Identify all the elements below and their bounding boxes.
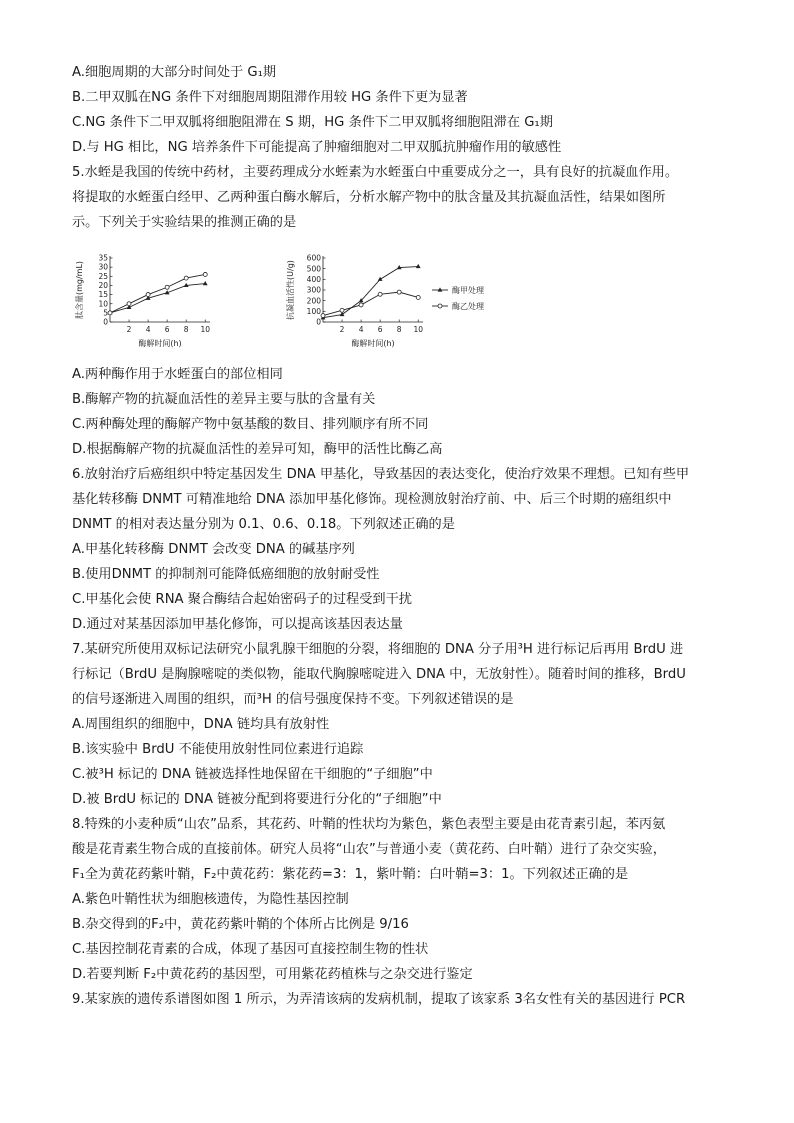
- data-point-circle: [416, 295, 420, 299]
- x-tick-label: 10: [413, 325, 424, 334]
- data-point-circle: [359, 303, 363, 307]
- x-tick-label: 2: [126, 325, 132, 334]
- q8-option-b: B.杂交得到的F₂中，黄花药紫叶鞘的个体所占比例是 9/16: [72, 917, 409, 932]
- q5-option-d: D.根据酶解产物的抗凝血活性的差异可知，酶甲的活性比酶乙高: [72, 442, 443, 457]
- y-tick-label: 300: [306, 285, 321, 295]
- y-tick-label: 5: [103, 308, 108, 318]
- series-line-1: [323, 267, 418, 318]
- data-point-circle: [108, 311, 112, 315]
- data-point-circle: [146, 293, 150, 297]
- data-point-circle: [321, 314, 325, 318]
- y-tick-label: 0: [103, 317, 108, 327]
- data-point-circle: [127, 302, 131, 306]
- q7-option-d: D.被 BrdU 标记的 DNA 链被分配到将要进行分化的“子细胞”中: [72, 792, 442, 807]
- q7-stem-line: 7.某研究所使用双标记法研究小鼠乳腺干细胞的分裂，将细胞的 DNA 分子用³H 进行标记后再用 BrdU 进: [72, 642, 684, 657]
- x-tick-label: 2: [339, 325, 345, 334]
- peptide-content-chart: [72, 242, 222, 352]
- anticoagulant-activity-chart: [284, 242, 514, 352]
- q8-stem-line: 8.特殊的小麦种质“山农”品系，其花药、叶鞘的性状均为紫色，紫色表型主要是由花青素引起，苯丙氨: [72, 817, 666, 832]
- legend-label: 酶乙处理: [452, 302, 484, 311]
- data-point-circle: [203, 272, 207, 276]
- q6-option-b: B.使用DNMT 的抑制剂可能降低癌细胞的放射耐受性: [72, 567, 380, 582]
- y-tick-label: 10: [98, 299, 108, 309]
- x-axis-label: 酶解时间(h): [351, 339, 395, 348]
- x-tick-label: 8: [396, 325, 402, 334]
- q6-option-c: C.甲基化会使 RNA 聚合酶结合起始密码子的过程受到干扰: [72, 592, 412, 607]
- data-point-circle: [184, 276, 188, 280]
- q5-figure: [72, 240, 502, 360]
- q4-option-b: B.二甲双胍在NG 条件下对细胞周期阻滞作用较 HG 条件下更为显著: [72, 90, 468, 105]
- legend-marker-triangle: [438, 287, 443, 291]
- q7-option-b: B.该实验中 BrdU 不能使用放射性同位素进行追踪: [72, 742, 364, 757]
- data-point-triangle: [378, 277, 383, 281]
- x-tick-label: 8: [183, 325, 189, 334]
- series-line-1: [110, 284, 205, 313]
- y-axis-label: 肽含量(mg/mL): [75, 260, 84, 320]
- series-line-2: [323, 292, 418, 315]
- q6-stem-line: 基化转移酶 DNMT 可精准地给 DNA 添加甲基化修饰。现检测放射治疗前、中、后三个时期的癌组织中: [72, 492, 672, 507]
- y-tick-label: 30: [98, 262, 108, 272]
- q8-stem-line: F₁全为黄花药紫叶鞘，F₂中黄花药：紫花药=3：1，紫叶鞘：白叶鞘=3：1。下列叙述正确的是: [72, 867, 629, 882]
- q7-stem-line: 的信号逐渐进入周围的组织，而³H 的信号强度保持不变。下列叙述错误的是: [72, 692, 514, 707]
- y-axis-label: 抗凝血活性(U/g): [286, 260, 295, 320]
- q8-stem-line: 酸是花青素生物合成的直接前体。研究人员将“山农”与普通小麦（黄花药、白叶鞘）进行了杂交实验，: [72, 842, 666, 857]
- data-point-triangle: [203, 281, 208, 285]
- y-tick-label: 400: [306, 274, 321, 284]
- y-tick-label: 0: [316, 317, 321, 327]
- legend-label: 酶甲处理: [452, 286, 484, 295]
- q7-stem-line: 行标记（BrdU 是胸腺嘧啶的类似物，能取代胸腺嘧啶进入 DNA 中，无放射性）。随着时间的推移，BrdU: [72, 667, 686, 682]
- q8-option-c: C.基因控制花青素的合成，体现了基因可直接控制生物的性状: [72, 942, 429, 957]
- q5-stem-line: 将提取的水蛭蛋白经甲、乙两种蛋白酶水解后，分析水解产物中的肽含量及其抗凝血活性，结果如图所: [72, 190, 666, 205]
- q6-option-a: A.甲基化转移酶 DNMT 会改变 DNA 的碱基序列: [72, 542, 355, 557]
- x-axis-label: 酶解时间(h): [138, 339, 182, 348]
- q5-stem-line: 5.水蛭是我国的传统中药材，主要药理成分水蛭素为水蛭蛋白中重要成分之一，具有良好的抗凝血作用。: [72, 165, 679, 180]
- data-point-circle: [340, 308, 344, 312]
- q6-stem-line: 6.放射治疗后癌组织中特定基因发生 DNA 甲基化，导致基因的表达变化，使治疗效果不理想。已知有些甲: [72, 467, 690, 482]
- y-tick-label: 25: [98, 271, 108, 281]
- y-tick-label: 600: [306, 253, 321, 263]
- q4-option-a: A.细胞周期的大部分时间处于 G₁期: [72, 65, 277, 80]
- q7-option-c: C.被³H 标记的 DNA 链被选择性地保留在干细胞的“子细胞”中: [72, 767, 433, 782]
- y-tick-label: 15: [98, 290, 108, 300]
- x-tick-label: 4: [145, 325, 151, 334]
- y-tick-label: 100: [306, 306, 321, 316]
- q5-option-a: A.两种酶作用于水蛭蛋白的部位相同: [72, 367, 283, 382]
- x-tick-label: 6: [164, 325, 170, 334]
- legend-marker-circle: [438, 304, 442, 308]
- data-point-circle: [165, 285, 169, 289]
- q5-option-b: B.酶解产物的抗凝血活性的差异主要与肽的含量有关: [72, 392, 376, 407]
- q4-option-c: C.NG 条件下二甲双胍将细胞阻滞在 S 期，HG 条件下二甲双胍将细胞阻滞在 G₁期: [72, 115, 553, 130]
- data-point-circle: [378, 292, 382, 296]
- y-tick-label: 35: [98, 253, 108, 263]
- q6-option-d: D.通过对某基因添加甲基化修饰，可以提高该基因表达量: [72, 617, 403, 632]
- y-tick-label: 500: [306, 264, 321, 274]
- q5-option-c: C.两种酶处理的酶解产物中氨基酸的数目、排列顺序有所不同: [72, 417, 429, 432]
- q8-option-a: A.紫色叶鞘性状为细胞核遗传，为隐性基因控制: [72, 892, 349, 907]
- q6-stem-line: DNMT 的相对表达量分别为 0.1、0.6、0.18。下列叙述正确的是: [72, 517, 455, 532]
- data-point-circle: [397, 290, 401, 294]
- y-tick-label: 20: [98, 281, 108, 291]
- q7-option-a: A.周围组织的细胞中，DNA 链均具有放射性: [72, 717, 330, 732]
- q4-option-d: D.与 HG 相比，NG 培养条件下可能提高了肿瘤细胞对二甲双胍抗肿瘤作用的敏感性: [72, 140, 562, 155]
- x-tick-label: 6: [377, 325, 383, 334]
- x-tick-label: 10: [200, 325, 211, 334]
- x-tick-label: 4: [358, 325, 364, 334]
- y-tick-label: 200: [306, 296, 321, 306]
- q9-stem-line: 9.某家族的遗传系谱图如图 1 所示，为弄清该病的发病机制，提取了该家系 3名女性有关的基因进行 PCR: [72, 992, 686, 1007]
- data-point-triangle: [416, 264, 421, 268]
- q8-option-d: D.若要判断 F₂中黄花药的基因型，可用紫花药植株与之杂交进行鉴定: [72, 967, 473, 982]
- series-line-2: [110, 274, 205, 312]
- q5-stem-line: 示。下列关于实验结果的推测正确的是: [72, 215, 297, 230]
